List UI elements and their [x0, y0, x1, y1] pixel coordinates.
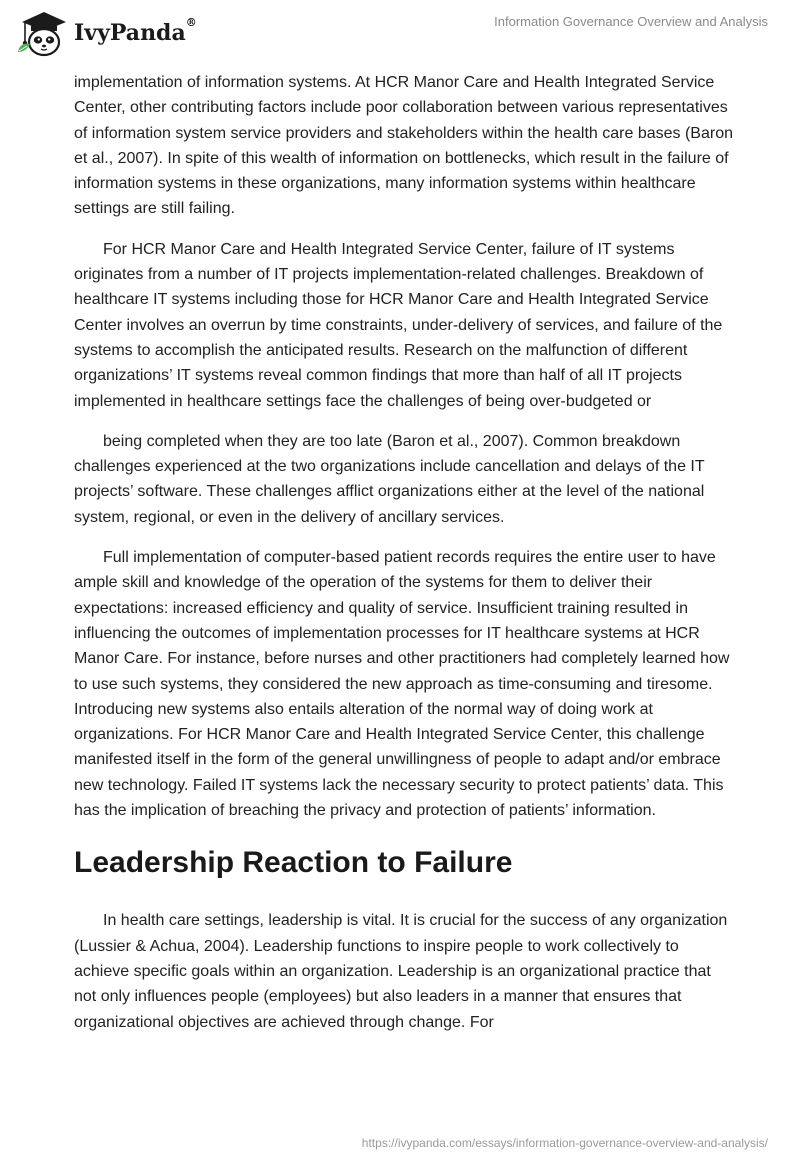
essay-body	[74, 70, 734, 1050]
document-title: Information Governance Overview and Analysis	[494, 14, 768, 29]
panda-graduate-icon	[14, 8, 72, 58]
footer-source-url[interactable]: https://ivypanda.com/essays/information-governance-overview-and-analysis/	[361, 1136, 768, 1150]
registered-mark: ®	[185, 16, 197, 29]
paragraph: implementation of information systems. At HCR Manor Care and Health Integrated Service Center, other contributing factors include poor collaboration between various representatives of information system service providers and stakeholders within the health care bases (Baron et al., 2007). In spite of this wealth of information on bottlenecks, which result in the failure of information systems in these organizations, many information systems within healthcare settings are still failing.	[74, 74, 733, 218]
logo-text: IvyPanda	[74, 20, 186, 46]
paragraph: being completed when they are too late (Baron et al., 2007). Common breakdown challenges experienced at the two organizations include cancellation and delays of the IT projects’ software. These challenges afflict organizations either at the level of the national system, regional, or even in the delivery of ancillary services.	[74, 432, 705, 526]
paragraph: For HCR Manor Care and Health Integrated Service Center, failure of IT systems originates from a number of IT projects implementation-related challenges. Breakdown of healthcare IT systems including those for HCR Manor Care and Health Integrated Service Center involves an overrun by time constraints, under-delivery of services, and failure of the systems to accomplish the anticipated results. Research on the malfunction of different organizations’ IT systems reveal common findings that more than half of all IT projects implemented in healthcare settings face the challenges of being over-budgeted or	[74, 240, 723, 410]
page-header	[0, 0, 800, 70]
paragraph: In health care settings, leadership is vital. It is crucial for the success of any organization (Lussier & Achua, 2004). Leadership functions to inspire people to work collectively to achieve specific goals within an organization. Leadership is an organizational practice that not only influences people (employees) but also leaders in a manner that ensures that organizational objectives are achieved through change. For	[74, 912, 728, 1031]
logo-wordmark	[74, 16, 197, 46]
section-heading: Leadership Reaction to Failure	[74, 846, 513, 880]
ivypanda-logo[interactable]	[14, 8, 197, 58]
paragraph: Full implementation of computer-based patient records requires the entire user to have ample skill and knowledge of the operation of the systems for them to deliver their expectations: increased efficiency and quality of service. Insufficient training resulted in influencing the outcomes of implementation processes for IT healthcare systems at HCR Manor Care. For instance, before nurses and other practitioners had completely learned how to use such systems, they considered the new approach as time-consuming and tiresome. Introducing new systems also entails alteration of the normal way of doing work at organizations. For HCR Manor Care and Health Integrated Service Center, this challenge manifested itself in the form of the general unwillingness of people to adapt and/or embrace new technology. Failed IT systems lack the necessary security to protect patients’ data. This has the implication of breaching the privacy and protection of patients’ information.	[74, 549, 730, 820]
